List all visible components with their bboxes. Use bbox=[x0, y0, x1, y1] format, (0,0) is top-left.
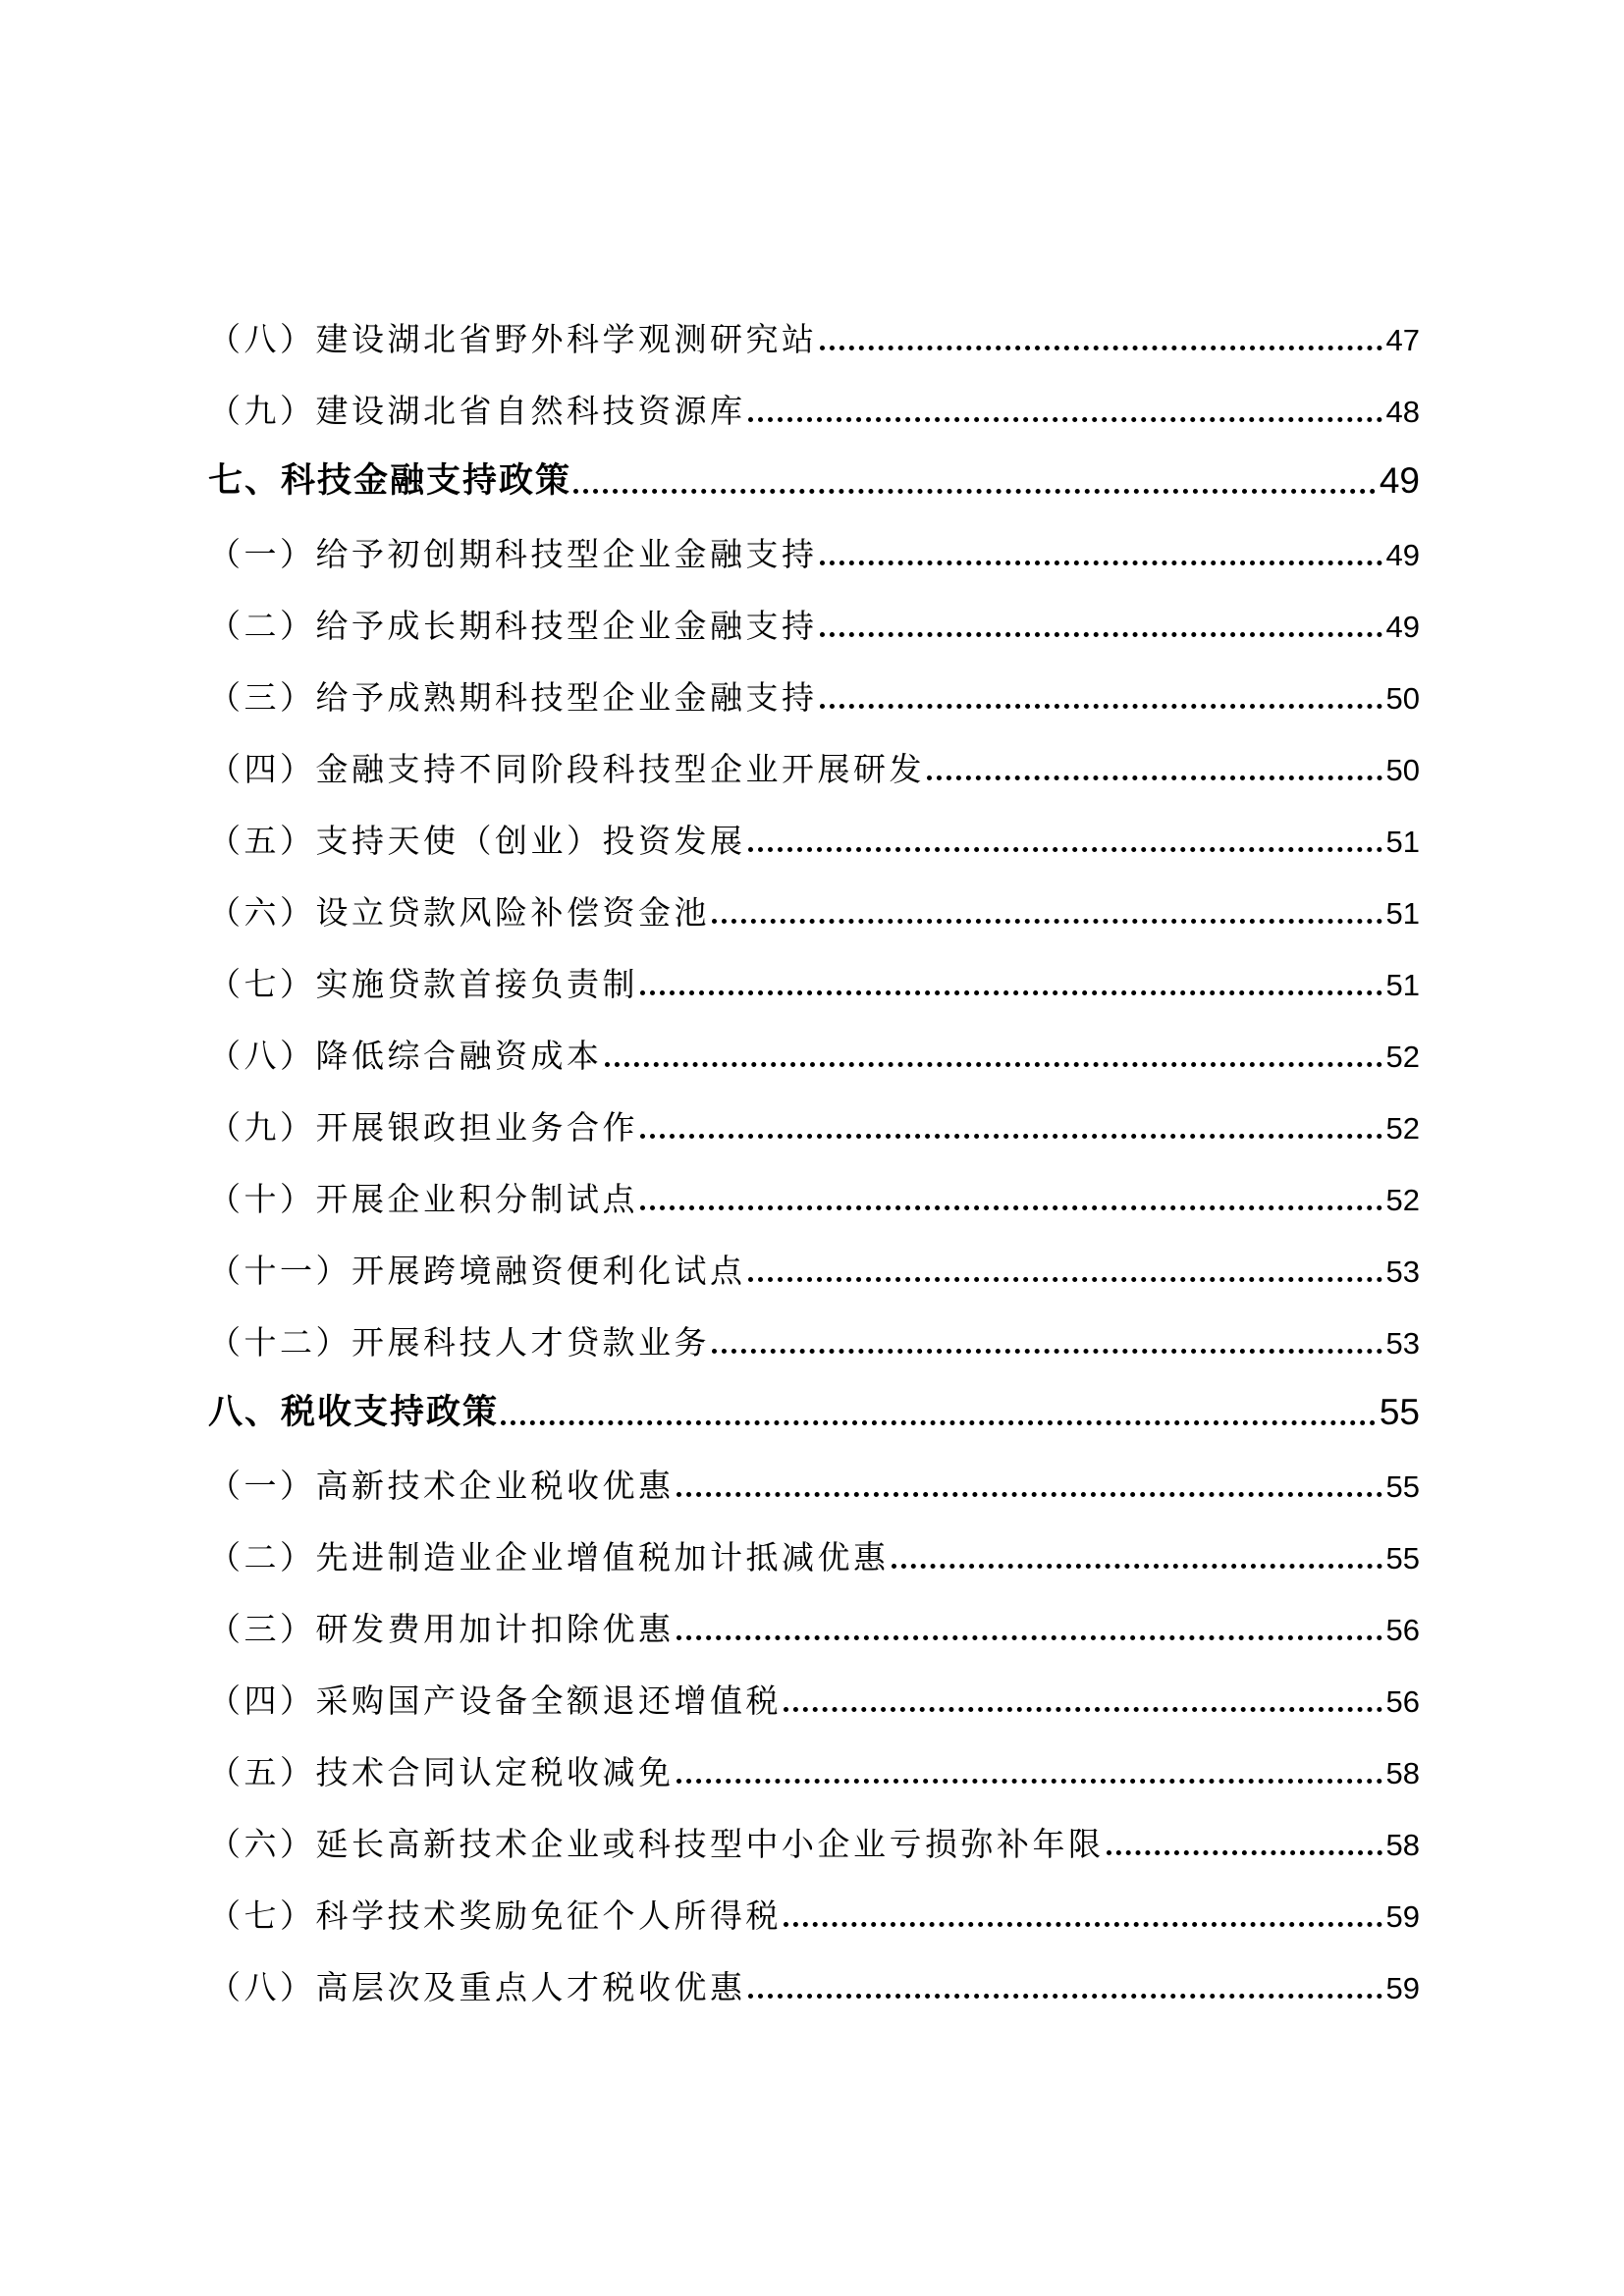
toc-section-title: 八、税收支持政策 bbox=[208, 1393, 500, 1432]
toc-page-number: 55 bbox=[1385, 1541, 1420, 1575]
toc-section-entry[interactable] bbox=[208, 1375, 1420, 1430]
toc-page-number: 56 bbox=[1385, 1684, 1420, 1719]
toc-entry[interactable] bbox=[208, 1089, 1420, 1147]
dot-leader bbox=[677, 1635, 1382, 1640]
toc-entry[interactable] bbox=[208, 659, 1420, 717]
dot-leader bbox=[748, 1994, 1382, 1999]
toc-page-number: 50 bbox=[1385, 681, 1420, 716]
toc-entry[interactable] bbox=[208, 945, 1420, 1003]
dot-leader bbox=[1107, 1850, 1382, 1855]
toc-entry-title: （五）支持天使（创业）投资发展 bbox=[208, 822, 746, 860]
toc-entry-title: （七）科学技术奖励免征个人所得税 bbox=[208, 1896, 782, 1935]
dot-leader bbox=[892, 1564, 1382, 1569]
dot-leader bbox=[748, 417, 1382, 422]
dot-leader bbox=[640, 1205, 1382, 1210]
toc-entry-title: （九）开展银政担业务合作 bbox=[208, 1108, 638, 1147]
toc-entry[interactable] bbox=[208, 515, 1420, 573]
dot-leader bbox=[712, 919, 1382, 924]
dot-leader bbox=[712, 1349, 1382, 1354]
toc-entry[interactable] bbox=[208, 1447, 1420, 1505]
toc-entry-title: （三）研发费用加计扣除优惠 bbox=[208, 1610, 675, 1648]
toc-entry-title: （八）建设湖北省野外科学观测研究站 bbox=[208, 320, 818, 358]
toc-page-number: 52 bbox=[1385, 1040, 1420, 1074]
dot-leader bbox=[927, 775, 1382, 780]
dot-leader bbox=[748, 847, 1382, 852]
toc-entry-title: （八）降低综合融资成本 bbox=[208, 1037, 603, 1075]
toc-page-number: 55 bbox=[1379, 1392, 1420, 1432]
toc-entry-title: （九）建设湖北省自然科技资源库 bbox=[208, 392, 746, 430]
toc-entry-title: （一）高新技术企业税收优惠 bbox=[208, 1467, 675, 1505]
toc-page-number: 56 bbox=[1385, 1613, 1420, 1647]
toc-entry[interactable] bbox=[208, 1232, 1420, 1290]
toc-entry-title: （七）实施贷款首接负责制 bbox=[208, 965, 638, 1003]
toc-page-number: 59 bbox=[1385, 1971, 1420, 2005]
toc-entry[interactable] bbox=[208, 1160, 1420, 1218]
dot-leader bbox=[573, 489, 1376, 494]
toc-entry-title: （六）设立贷款风险补偿资金池 bbox=[208, 893, 710, 932]
toc-entry[interactable] bbox=[208, 372, 1420, 430]
toc-page-number: 51 bbox=[1385, 896, 1420, 931]
toc-entry[interactable] bbox=[208, 1519, 1420, 1574]
toc-entry-title: （三）给予成熟期科技型企业金融支持 bbox=[208, 678, 818, 717]
toc-page-number: 49 bbox=[1379, 460, 1420, 501]
toc-entry[interactable] bbox=[208, 300, 1420, 358]
toc-entry[interactable] bbox=[208, 730, 1420, 788]
dot-leader bbox=[605, 1062, 1382, 1067]
toc-entry-title: （一）给予初创期科技型企业金融支持 bbox=[208, 535, 818, 573]
toc-entry[interactable] bbox=[208, 874, 1420, 932]
dot-leader bbox=[820, 346, 1382, 350]
toc-page-number: 50 bbox=[1385, 753, 1420, 787]
toc-page-number: 58 bbox=[1385, 1828, 1420, 1862]
toc-entry-title: （十）开展企业积分制试点 bbox=[208, 1180, 638, 1218]
toc-page-number: 47 bbox=[1385, 323, 1420, 357]
toc-page-number: 52 bbox=[1385, 1183, 1420, 1217]
dot-leader bbox=[677, 1779, 1382, 1784]
toc-entry[interactable] bbox=[208, 1662, 1420, 1720]
toc-page-number: 52 bbox=[1385, 1111, 1420, 1146]
dot-leader bbox=[784, 1707, 1382, 1712]
toc-entry[interactable] bbox=[208, 1805, 1420, 1863]
toc-entry[interactable] bbox=[208, 1017, 1420, 1075]
toc-page-number: 53 bbox=[1385, 1255, 1420, 1289]
toc-entry-title: （四）金融支持不同阶段科技型企业开展研发 bbox=[208, 750, 925, 788]
dot-leader bbox=[820, 704, 1382, 709]
toc-section-title: 七、科技金融支持政策 bbox=[208, 461, 572, 501]
toc-page-number: 49 bbox=[1385, 538, 1420, 572]
toc-entry[interactable] bbox=[208, 1734, 1420, 1789]
dot-leader bbox=[784, 1922, 1382, 1927]
toc-entry-title: （四）采购国产设备全额退还增值税 bbox=[208, 1682, 782, 1720]
dot-leader bbox=[677, 1492, 1382, 1497]
dot-leader bbox=[501, 1420, 1376, 1425]
toc-entry[interactable] bbox=[208, 1877, 1420, 1935]
toc-page-number: 55 bbox=[1385, 1469, 1420, 1504]
toc-section-entry[interactable] bbox=[208, 444, 1420, 499]
dot-leader bbox=[748, 1277, 1382, 1282]
toc-page-number: 58 bbox=[1385, 1756, 1420, 1790]
toc-page-number: 49 bbox=[1385, 610, 1420, 644]
toc-entry-title: （十二）开展科技人才贷款业务 bbox=[208, 1323, 710, 1362]
toc-entry-title: （五）技术合同认定税收减免 bbox=[208, 1753, 675, 1791]
dot-leader bbox=[820, 632, 1382, 637]
toc-page-number: 51 bbox=[1385, 825, 1420, 859]
toc-page-number: 51 bbox=[1385, 968, 1420, 1002]
toc-entry-title: （十一）开展跨境融资便利化试点 bbox=[208, 1252, 746, 1290]
dot-leader bbox=[640, 1134, 1382, 1139]
toc-entry-title: （二）给予成长期科技型企业金融支持 bbox=[208, 607, 818, 645]
toc-entry-title: （二）先进制造业企业增值税加计抵减优惠 bbox=[208, 1538, 890, 1576]
toc-entry[interactable] bbox=[208, 802, 1420, 860]
dot-leader bbox=[640, 990, 1382, 995]
toc-page-number: 59 bbox=[1385, 1899, 1420, 1934]
toc-entry[interactable] bbox=[208, 1949, 1420, 2006]
toc-entry-title: （八）高层次及重点人才税收优惠 bbox=[208, 1968, 746, 2006]
toc-page-number: 53 bbox=[1385, 1326, 1420, 1361]
toc-entry[interactable] bbox=[208, 1304, 1420, 1362]
dot-leader bbox=[820, 561, 1382, 565]
toc-entry[interactable] bbox=[208, 587, 1420, 645]
toc-entry-title: （六）延长高新技术企业或科技型中小企业亏损弥补年限 bbox=[208, 1825, 1105, 1863]
toc-page-number: 48 bbox=[1385, 395, 1420, 429]
toc-entry[interactable] bbox=[208, 1590, 1420, 1648]
